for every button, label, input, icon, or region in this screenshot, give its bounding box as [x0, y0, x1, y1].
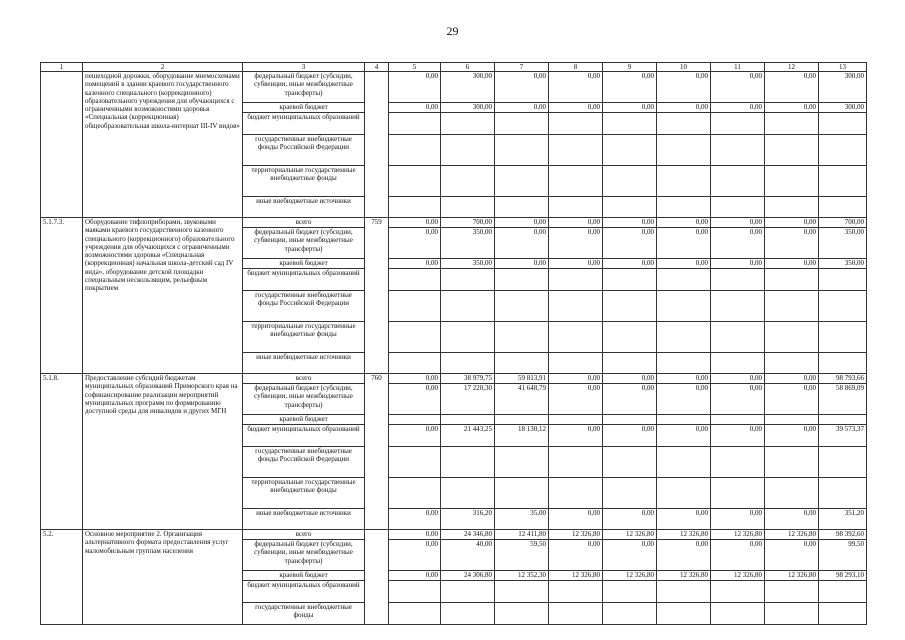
- amount-cell: 0,00: [657, 509, 711, 530]
- amount-cell: 0,00: [657, 259, 711, 269]
- amount-cell: 0,00: [549, 509, 603, 530]
- amount-cell: 12 326,80: [765, 530, 819, 540]
- amount-cell: [495, 478, 549, 509]
- amount-cell: [603, 581, 657, 603]
- amount-cell: [765, 447, 819, 478]
- amount-cell: [495, 415, 549, 425]
- amount-cell: [765, 603, 819, 625]
- amount-cell: [711, 581, 765, 603]
- amount-cell: 0,00: [657, 425, 711, 447]
- amount-cell: [441, 269, 495, 291]
- amount-cell: [603, 113, 657, 135]
- amount-cell: [495, 197, 549, 218]
- amount-cell: 21 443,25: [441, 425, 495, 447]
- column-4-value: [365, 530, 389, 625]
- amount-cell: 0,00: [711, 425, 765, 447]
- amount-cell: 0,00: [389, 259, 441, 269]
- amount-cell: 12 326,80: [657, 571, 711, 581]
- amount-cell: 0,00: [711, 103, 765, 113]
- amount-cell: [603, 135, 657, 166]
- amount-cell: 0,00: [657, 103, 711, 113]
- amount-cell: 0,00: [495, 103, 549, 113]
- amount-cell: [549, 135, 603, 166]
- amount-cell: [389, 581, 441, 603]
- amount-cell: 0,00: [765, 540, 819, 571]
- column-4-value: 760: [365, 374, 389, 530]
- amount-cell: 0,00: [389, 103, 441, 113]
- amount-cell: [657, 113, 711, 135]
- amount-cell: 59 813,91: [495, 374, 549, 384]
- funding-source: краевой бюджет: [243, 415, 365, 425]
- amount-cell: [441, 478, 495, 509]
- column-number: 11: [711, 63, 765, 72]
- activity-code: 5.2.: [41, 530, 83, 625]
- amount-cell: 0,00: [711, 72, 765, 103]
- amount-cell: 0,00: [495, 218, 549, 228]
- activity-code: 5.1.7.3.: [41, 218, 83, 374]
- amount-cell: [711, 269, 765, 291]
- amount-cell: 12 326,80: [765, 571, 819, 581]
- amount-cell: 98 793,66: [819, 374, 867, 384]
- amount-cell: 0,00: [549, 228, 603, 259]
- amount-cell: [495, 291, 549, 322]
- amount-cell: 12 326,80: [549, 530, 603, 540]
- amount-cell: [819, 322, 867, 353]
- amount-cell: 300,00: [819, 72, 867, 103]
- amount-cell: [441, 603, 495, 625]
- amount-cell: 0,00: [765, 509, 819, 530]
- column-number: 4: [365, 63, 389, 72]
- amount-cell: 17 220,30: [441, 384, 495, 415]
- page-number: 29: [446, 24, 459, 38]
- amount-cell: [389, 415, 441, 425]
- amount-cell: [819, 353, 867, 374]
- amount-cell: [657, 581, 711, 603]
- amount-cell: [549, 415, 603, 425]
- amount-cell: [819, 166, 867, 197]
- amount-cell: [603, 603, 657, 625]
- amount-cell: 0,00: [389, 571, 441, 581]
- budget-table: [40, 62, 867, 625]
- amount-cell: [711, 291, 765, 322]
- funding-source: бюджет муниципальных образований: [243, 425, 365, 447]
- amount-cell: [495, 113, 549, 135]
- amount-cell: [711, 197, 765, 218]
- amount-cell: [819, 415, 867, 425]
- amount-cell: 0,00: [711, 384, 765, 415]
- amount-cell: 18 130,12: [495, 425, 549, 447]
- funding-source: территориальные государственные внебюджетные фонды: [243, 478, 365, 509]
- amount-cell: [765, 291, 819, 322]
- amount-cell: 24 346,80: [441, 530, 495, 540]
- amount-cell: [495, 581, 549, 603]
- funding-source: всего: [243, 218, 365, 228]
- amount-cell: 41 648,79: [495, 384, 549, 415]
- funding-source: бюджет муниципальных образований: [243, 113, 365, 135]
- amount-cell: 0,00: [389, 509, 441, 530]
- amount-cell: [389, 478, 441, 509]
- amount-cell: [603, 269, 657, 291]
- amount-cell: [549, 322, 603, 353]
- amount-cell: [441, 447, 495, 478]
- amount-cell: 0,00: [389, 374, 441, 384]
- amount-cell: [549, 197, 603, 218]
- funding-source: краевой бюджет: [243, 571, 365, 581]
- amount-cell: 12 326,80: [657, 530, 711, 540]
- amount-cell: 0,00: [711, 540, 765, 571]
- amount-cell: [657, 478, 711, 509]
- amount-cell: [819, 113, 867, 135]
- amount-cell: 0,00: [711, 259, 765, 269]
- amount-cell: [819, 447, 867, 478]
- amount-cell: 350,00: [819, 228, 867, 259]
- column-number-row: [41, 63, 867, 72]
- amount-cell: 38 979,75: [441, 374, 495, 384]
- amount-cell: [819, 269, 867, 291]
- funding-source: краевой бюджет: [243, 103, 365, 113]
- amount-cell: [711, 135, 765, 166]
- amount-cell: 0,00: [603, 218, 657, 228]
- amount-cell: 12 352,30: [495, 571, 549, 581]
- column-number: 12: [765, 63, 819, 72]
- funding-source: бюджет муниципальных образований: [243, 581, 365, 603]
- amount-cell: [495, 447, 549, 478]
- amount-cell: [495, 353, 549, 374]
- amount-cell: 0,00: [549, 425, 603, 447]
- amount-cell: [765, 113, 819, 135]
- amount-cell: [603, 197, 657, 218]
- amount-cell: 40,00: [441, 540, 495, 571]
- column-number: 13: [819, 63, 867, 72]
- amount-cell: 0,00: [549, 374, 603, 384]
- amount-cell: 0,00: [603, 374, 657, 384]
- amount-cell: [389, 447, 441, 478]
- amount-cell: [549, 113, 603, 135]
- amount-cell: [495, 166, 549, 197]
- amount-cell: 0,00: [549, 103, 603, 113]
- amount-cell: [765, 166, 819, 197]
- amount-cell: [819, 478, 867, 509]
- amount-cell: 0,00: [389, 218, 441, 228]
- funding-source: территориальные государственные внебюджетные фонды: [243, 166, 365, 197]
- amount-cell: 350,00: [819, 259, 867, 269]
- amount-cell: 0,00: [765, 259, 819, 269]
- amount-cell: 0,00: [603, 72, 657, 103]
- amount-cell: [603, 291, 657, 322]
- amount-cell: [549, 291, 603, 322]
- amount-cell: 0,00: [765, 103, 819, 113]
- amount-cell: 0,00: [603, 384, 657, 415]
- amount-cell: [657, 135, 711, 166]
- column-number: 1: [41, 63, 83, 72]
- amount-cell: 0,00: [657, 72, 711, 103]
- amount-cell: [441, 113, 495, 135]
- amount-cell: [389, 166, 441, 197]
- amount-cell: [549, 603, 603, 625]
- funding-source: государственные внебюджетные фонды: [243, 603, 365, 625]
- amount-cell: [389, 353, 441, 374]
- amount-cell: 0,00: [765, 218, 819, 228]
- amount-cell: 0,00: [765, 374, 819, 384]
- amount-cell: 700,00: [441, 218, 495, 228]
- amount-cell: [389, 322, 441, 353]
- amount-cell: [603, 322, 657, 353]
- amount-cell: 0,00: [389, 228, 441, 259]
- amount-cell: [657, 197, 711, 218]
- amount-cell: [495, 322, 549, 353]
- amount-cell: 0,00: [657, 374, 711, 384]
- amount-cell: 0,00: [495, 72, 549, 103]
- amount-cell: [441, 415, 495, 425]
- amount-cell: 300,00: [441, 103, 495, 113]
- amount-cell: [657, 322, 711, 353]
- column-number: 8: [549, 63, 603, 72]
- amount-cell: [711, 322, 765, 353]
- amount-cell: 0,00: [603, 103, 657, 113]
- activity-code: 5.1.8.: [41, 374, 83, 530]
- amount-cell: 0,00: [603, 509, 657, 530]
- funding-source: иные внебюджетные источники: [243, 509, 365, 530]
- amount-cell: [441, 322, 495, 353]
- amount-cell: [549, 581, 603, 603]
- amount-cell: 59,50: [495, 540, 549, 571]
- amount-cell: [711, 415, 765, 425]
- column-number: 9: [603, 63, 657, 72]
- amount-cell: [711, 353, 765, 374]
- funding-source: всего: [243, 374, 365, 384]
- amount-cell: [657, 447, 711, 478]
- column-number: 7: [495, 63, 549, 72]
- amount-cell: 0,00: [549, 540, 603, 571]
- amount-cell: 12 326,80: [711, 530, 765, 540]
- amount-cell: 39 573,37: [819, 425, 867, 447]
- amount-cell: [765, 322, 819, 353]
- activity-description: Оборудование тифлоприборами, звуковыми маяками краевого государственного казенного специального (коррекционного) образовательного учреждения для обучающихся с ограниченными возможностями здоровья «Специальная (коррекционная) начальная школа-детский сад IV вида», оборудование детской площадки специальным нескользящим, рельефным покрытием: [83, 218, 243, 374]
- amount-cell: 12 326,80: [603, 571, 657, 581]
- amount-cell: 0,00: [765, 72, 819, 103]
- amount-cell: 0,00: [711, 228, 765, 259]
- funding-source: территориальные государственные внебюджетные фонды: [243, 322, 365, 353]
- amount-cell: [495, 603, 549, 625]
- funding-source: иные внебюджетные источники: [243, 197, 365, 218]
- amount-cell: [711, 447, 765, 478]
- amount-cell: [441, 291, 495, 322]
- amount-cell: [603, 415, 657, 425]
- amount-cell: 0,00: [711, 218, 765, 228]
- amount-cell: [389, 603, 441, 625]
- amount-cell: 12 326,80: [603, 530, 657, 540]
- amount-cell: 0,00: [765, 228, 819, 259]
- amount-cell: [389, 113, 441, 135]
- amount-cell: [711, 166, 765, 197]
- amount-cell: [819, 197, 867, 218]
- amount-cell: 0,00: [711, 509, 765, 530]
- amount-cell: 12 326,80: [711, 571, 765, 581]
- amount-cell: 0,00: [765, 425, 819, 447]
- amount-cell: [603, 353, 657, 374]
- amount-cell: 98 392,60: [819, 530, 867, 540]
- amount-cell: [389, 291, 441, 322]
- table-row: [41, 530, 867, 540]
- amount-cell: 0,00: [549, 384, 603, 415]
- amount-cell: 0,00: [657, 540, 711, 571]
- amount-cell: 99,50: [819, 540, 867, 571]
- amount-cell: [441, 353, 495, 374]
- amount-cell: [389, 197, 441, 218]
- amount-cell: [657, 269, 711, 291]
- amount-cell: [389, 269, 441, 291]
- amount-cell: 0,00: [389, 425, 441, 447]
- amount-cell: 351,20: [819, 509, 867, 530]
- amount-cell: [657, 166, 711, 197]
- amount-cell: 0,00: [495, 228, 549, 259]
- amount-cell: [549, 166, 603, 197]
- amount-cell: 0,00: [603, 259, 657, 269]
- amount-cell: [441, 166, 495, 197]
- amount-cell: [603, 478, 657, 509]
- amount-cell: 350,00: [441, 259, 495, 269]
- activity-code: [41, 72, 83, 218]
- column-number: 6: [441, 63, 495, 72]
- amount-cell: 0,00: [389, 72, 441, 103]
- amount-cell: [549, 269, 603, 291]
- amount-cell: [765, 353, 819, 374]
- amount-cell: [765, 269, 819, 291]
- amount-cell: 300,00: [441, 72, 495, 103]
- funding-source: федеральный бюджет (субсидии, субвенции, иные межбюджетные трансферты): [243, 72, 365, 103]
- activity-description: пешеходной дорожки, оборудование мнемосхемами помещений в здании краевого государственного казенного специального (коррекционного) образовательного учреждения для обучающихся с ограниченными возможностями здоровья «Специальная (коррекционная) общеобразовательная школа-интернат III-IV видов»: [83, 72, 243, 218]
- amount-cell: [657, 415, 711, 425]
- column-number: 3: [243, 63, 365, 72]
- amount-cell: [549, 353, 603, 374]
- amount-cell: [549, 478, 603, 509]
- activity-description: Предоставление субсидий бюджетам муниципальных образований Приморского края на софинансирование реализации мероприятий муниципальных программ по формированию доступной среды для инвалидов и других МГН: [83, 374, 243, 530]
- amount-cell: 0,00: [389, 384, 441, 415]
- funding-source: федеральный бюджет (субсидии, субвенции, иные межбюджетные трансферты): [243, 384, 365, 415]
- amount-cell: 0,00: [389, 530, 441, 540]
- table-row: [41, 218, 867, 228]
- amount-cell: [495, 135, 549, 166]
- amount-cell: [657, 291, 711, 322]
- amount-cell: [711, 603, 765, 625]
- table-row: [41, 374, 867, 384]
- amount-cell: [549, 447, 603, 478]
- column-number: 5: [389, 63, 441, 72]
- activity-description: Основное мероприятие 2. Организация альтернативного формата предоставления услуг маломобильным группам населения: [83, 530, 243, 625]
- amount-cell: 0,00: [495, 259, 549, 269]
- amount-cell: [819, 581, 867, 603]
- amount-cell: [765, 478, 819, 509]
- amount-cell: [603, 166, 657, 197]
- amount-cell: 0,00: [603, 425, 657, 447]
- amount-cell: 316,20: [441, 509, 495, 530]
- amount-cell: 0,00: [657, 384, 711, 415]
- amount-cell: [765, 581, 819, 603]
- amount-cell: 0,00: [657, 218, 711, 228]
- funding-source: всего: [243, 530, 365, 540]
- amount-cell: 0,00: [549, 218, 603, 228]
- amount-cell: [819, 135, 867, 166]
- amount-cell: [765, 415, 819, 425]
- table-row: [41, 72, 867, 103]
- funding-source: иные внебюджетные источники: [243, 353, 365, 374]
- funding-source: краевой бюджет: [243, 259, 365, 269]
- amount-cell: [657, 603, 711, 625]
- funding-source: бюджет муниципальных образований: [243, 269, 365, 291]
- amount-cell: [819, 603, 867, 625]
- amount-cell: [819, 291, 867, 322]
- funding-source: государственные внебюджетные фонды Российской Федерации: [243, 291, 365, 322]
- amount-cell: 0,00: [657, 228, 711, 259]
- column-4-value: [365, 72, 389, 218]
- amount-cell: [389, 135, 441, 166]
- funding-source: государственные внебюджетные фонды Российской Федерации: [243, 447, 365, 478]
- amount-cell: [441, 197, 495, 218]
- amount-cell: 58 869,09: [819, 384, 867, 415]
- amount-cell: 0,00: [549, 72, 603, 103]
- amount-cell: [711, 113, 765, 135]
- amount-cell: [441, 581, 495, 603]
- column-number: 10: [657, 63, 711, 72]
- amount-cell: [603, 447, 657, 478]
- amount-cell: 700,00: [819, 218, 867, 228]
- funding-source: государственные внебюджетные фонды Российской Федерации: [243, 135, 365, 166]
- amount-cell: [765, 197, 819, 218]
- amount-cell: [765, 135, 819, 166]
- amount-cell: 12 411,80: [495, 530, 549, 540]
- amount-cell: [711, 478, 765, 509]
- amount-cell: 0,00: [765, 384, 819, 415]
- funding-source: федеральный бюджет (субсидии, субвенции, иные межбюджетные трансферты): [243, 228, 365, 259]
- amount-cell: 350,00: [441, 228, 495, 259]
- amount-cell: 0,00: [603, 228, 657, 259]
- amount-cell: 24 306,80: [441, 571, 495, 581]
- amount-cell: 0,00: [549, 259, 603, 269]
- amount-cell: 300,00: [819, 103, 867, 113]
- amount-cell: 0,00: [389, 540, 441, 571]
- column-4-value: 759: [365, 218, 389, 374]
- column-number: 2: [83, 63, 243, 72]
- amount-cell: 0,00: [603, 540, 657, 571]
- funding-source: федеральный бюджет (субсидии, субвенции, иные межбюджетные трансферты): [243, 540, 365, 571]
- amount-cell: 0,00: [711, 374, 765, 384]
- amount-cell: [495, 269, 549, 291]
- amount-cell: 98 293,10: [819, 571, 867, 581]
- amount-cell: [441, 135, 495, 166]
- amount-cell: [657, 353, 711, 374]
- amount-cell: 35,00: [495, 509, 549, 530]
- amount-cell: 12 326,80: [549, 571, 603, 581]
